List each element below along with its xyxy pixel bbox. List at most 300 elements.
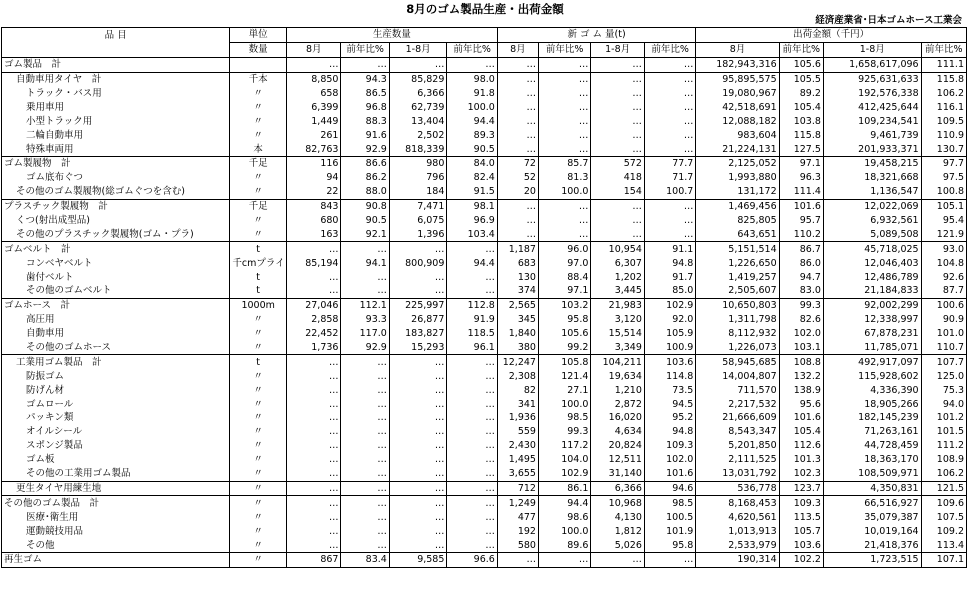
value-cell: 9,461,739 xyxy=(823,128,921,142)
value-cell: 27.1 xyxy=(538,383,590,397)
value-cell: … xyxy=(389,284,447,298)
value-cell: 94.8 xyxy=(644,256,695,270)
value-cell: 100.5 xyxy=(644,510,695,524)
value-cell: … xyxy=(644,214,695,228)
value-cell: 99.3 xyxy=(779,298,823,312)
value-cell: 10,019,164 xyxy=(823,524,921,538)
unit-cell: 〃 xyxy=(230,369,287,383)
table-row xyxy=(2,199,967,213)
value-cell: … xyxy=(644,57,695,72)
value-cell: 106.2 xyxy=(921,467,966,481)
value-cell: 86.2 xyxy=(341,171,389,185)
item-header: 品 目 xyxy=(2,28,230,43)
unit-cell: 千本 xyxy=(230,72,287,86)
value-cell: 15,293 xyxy=(389,341,447,355)
value-cell: 95.8 xyxy=(538,313,590,327)
value-cell: … xyxy=(447,355,497,369)
item-name: ゴムホース 計 xyxy=(2,298,230,312)
item-name: トラック・バス用 xyxy=(2,87,230,101)
value-cell: 97.7 xyxy=(921,157,966,171)
value-cell: 109.3 xyxy=(779,496,823,510)
unit-cell: 〃 xyxy=(230,100,287,114)
value-cell: 1,936 xyxy=(497,411,538,425)
table-row xyxy=(2,439,967,453)
value-cell: 8,112,932 xyxy=(696,327,779,341)
value-cell: … xyxy=(286,355,341,369)
value-cell: … xyxy=(286,538,341,552)
quantity-header: 数量 xyxy=(230,42,287,57)
value-cell: … xyxy=(389,496,447,510)
value-cell: … xyxy=(591,100,644,114)
unit-cell: 〃 xyxy=(230,87,287,101)
value-cell: 1,419,257 xyxy=(696,270,779,284)
value-cell: 2,217,532 xyxy=(696,397,779,411)
value-cell: 4,336,390 xyxy=(823,383,921,397)
value-cell: 94.5 xyxy=(644,397,695,411)
value-cell: … xyxy=(644,72,695,86)
value-cell: 825,805 xyxy=(696,214,779,228)
value-cell: 94.1 xyxy=(341,256,389,270)
value-cell: … xyxy=(591,214,644,228)
table-row xyxy=(2,411,967,425)
value-cell: 4,350,831 xyxy=(823,481,921,496)
value-cell: 99.2 xyxy=(538,341,590,355)
value-cell: 4,634 xyxy=(591,425,644,439)
value-cell: … xyxy=(389,411,447,425)
value-cell: … xyxy=(538,87,590,101)
value-cell: 102.0 xyxy=(644,453,695,467)
value-cell: … xyxy=(591,142,644,156)
value-cell: 84.0 xyxy=(447,157,497,171)
value-cell: … xyxy=(341,383,389,397)
value-cell: … xyxy=(591,72,644,86)
value-cell: 680 xyxy=(286,214,341,228)
value-cell: 98.5 xyxy=(538,411,590,425)
value-cell: … xyxy=(286,524,341,538)
value-cell: 225,997 xyxy=(389,298,447,312)
value-cell: 105.1 xyxy=(921,199,966,213)
value-cell: … xyxy=(538,128,590,142)
value-cell: 58,945,685 xyxy=(696,355,779,369)
header-row-2 xyxy=(2,42,967,57)
value-cell: 154 xyxy=(591,185,644,199)
value-cell: … xyxy=(644,199,695,213)
value-cell: 16,020 xyxy=(591,411,644,425)
value-cell: 2,858 xyxy=(286,313,341,327)
value-cell: 109.2 xyxy=(921,524,966,538)
value-cell: 52 xyxy=(497,171,538,185)
value-cell: 112.6 xyxy=(779,439,823,453)
value-cell: 101.5 xyxy=(921,425,966,439)
value-cell: 10,650,803 xyxy=(696,298,779,312)
value-cell: 105.6 xyxy=(538,327,590,341)
table-row xyxy=(2,87,967,101)
value-cell: 103.6 xyxy=(644,355,695,369)
value-cell: 12,247 xyxy=(497,355,538,369)
table-row xyxy=(2,397,967,411)
value-cell: 94.6 xyxy=(644,481,695,496)
value-cell: 91.1 xyxy=(644,242,695,256)
table-row xyxy=(2,284,967,298)
value-cell: 121.5 xyxy=(921,481,966,496)
unit-cell: 〃 xyxy=(230,114,287,128)
value-cell: … xyxy=(644,142,695,156)
value-cell: 100.0 xyxy=(538,397,590,411)
value-cell: 35,079,387 xyxy=(823,510,921,524)
value-cell: 73.5 xyxy=(644,383,695,397)
item-name: 自動車用 xyxy=(2,327,230,341)
group-header-shipment: 出荷金額（千円） xyxy=(696,28,967,43)
value-cell: 112.8 xyxy=(447,298,497,312)
value-cell: … xyxy=(538,57,590,72)
value-cell: … xyxy=(497,128,538,142)
value-cell: 12,022,069 xyxy=(823,199,921,213)
value-cell: 44,728,459 xyxy=(823,439,921,453)
value-cell: … xyxy=(389,510,447,524)
value-cell: 96.1 xyxy=(447,341,497,355)
value-cell: 86.1 xyxy=(538,481,590,496)
unit-cell: 〃 xyxy=(230,524,287,538)
value-cell: 72 xyxy=(497,157,538,171)
value-cell: 115,928,602 xyxy=(823,369,921,383)
value-cell: … xyxy=(497,100,538,114)
unit-cell: 〃 xyxy=(230,510,287,524)
value-cell: 261 xyxy=(286,128,341,142)
value-cell: … xyxy=(644,552,695,567)
value-cell: … xyxy=(447,439,497,453)
table-row xyxy=(2,256,967,270)
value-cell: 98.1 xyxy=(447,199,497,213)
value-cell: 1,469,456 xyxy=(696,199,779,213)
value-cell: 103.2 xyxy=(538,298,590,312)
value-cell: 89.3 xyxy=(447,128,497,142)
value-cell: 492,917,097 xyxy=(823,355,921,369)
value-cell: 2,502 xyxy=(389,128,447,142)
col-header: 1-8月 xyxy=(389,42,447,57)
value-cell: 127.5 xyxy=(779,142,823,156)
value-cell: … xyxy=(644,87,695,101)
value-cell: 104.8 xyxy=(921,256,966,270)
value-cell: 89.2 xyxy=(779,87,823,101)
value-cell: … xyxy=(591,227,644,241)
unit-cell: t xyxy=(230,355,287,369)
unit-cell: 〃 xyxy=(230,467,287,481)
item-name: パッキン類 xyxy=(2,411,230,425)
value-cell: 118.5 xyxy=(447,327,497,341)
value-cell: 105.5 xyxy=(779,72,823,86)
value-cell: … xyxy=(538,552,590,567)
value-cell: 109,234,541 xyxy=(823,114,921,128)
value-cell: 536,778 xyxy=(696,481,779,496)
value-cell: … xyxy=(286,57,341,72)
value-cell: 192,576,338 xyxy=(823,87,921,101)
table-row xyxy=(2,214,967,228)
value-cell: 7,471 xyxy=(389,199,447,213)
value-cell: 1,136,547 xyxy=(823,185,921,199)
unit-cell: t xyxy=(230,270,287,284)
value-cell: 95.2 xyxy=(644,411,695,425)
table-row xyxy=(2,425,967,439)
item-name: その他のゴムベルト xyxy=(2,284,230,298)
unit-cell: 〃 xyxy=(230,481,287,496)
value-cell: 116.1 xyxy=(921,100,966,114)
value-cell: 111.1 xyxy=(921,57,966,72)
value-cell: 107.7 xyxy=(921,355,966,369)
value-cell: … xyxy=(591,552,644,567)
table-row xyxy=(2,114,967,128)
value-cell: … xyxy=(286,453,341,467)
value-cell: 201,933,371 xyxy=(823,142,921,156)
value-cell: 100.0 xyxy=(538,185,590,199)
item-name: プラスチック製履物 計 xyxy=(2,199,230,213)
value-cell: 94 xyxy=(286,171,341,185)
table-row xyxy=(2,327,967,341)
value-cell: 109.5 xyxy=(921,114,966,128)
value-cell: 106.2 xyxy=(921,87,966,101)
value-cell: … xyxy=(341,369,389,383)
value-cell: … xyxy=(447,467,497,481)
unit-cell: 〃 xyxy=(230,128,287,142)
value-cell: 5,026 xyxy=(591,538,644,552)
value-cell: 101.3 xyxy=(779,453,823,467)
value-cell: 62,739 xyxy=(389,100,447,114)
value-cell: 843 xyxy=(286,199,341,213)
value-cell: 19,458,215 xyxy=(823,157,921,171)
value-cell: 98.0 xyxy=(447,72,497,86)
value-cell: … xyxy=(497,87,538,101)
header-row-1 xyxy=(2,28,967,43)
value-cell: 6,399 xyxy=(286,100,341,114)
value-cell: 18,321,668 xyxy=(823,171,921,185)
production-table xyxy=(1,27,967,568)
item-name: 高圧用 xyxy=(2,313,230,327)
value-cell: 82,763 xyxy=(286,142,341,156)
value-cell: … xyxy=(286,284,341,298)
value-cell: 18,363,170 xyxy=(823,453,921,467)
value-cell: … xyxy=(497,57,538,72)
value-cell: 101.6 xyxy=(779,411,823,425)
value-cell: 15,514 xyxy=(591,327,644,341)
value-cell: … xyxy=(447,369,497,383)
value-cell: 13,404 xyxy=(389,114,447,128)
value-cell: 102.9 xyxy=(538,467,590,481)
col-header: 1-8月 xyxy=(823,42,921,57)
table-row xyxy=(2,227,967,241)
item-name: 歯付ベルト xyxy=(2,270,230,284)
item-name: コンベヤベルト xyxy=(2,256,230,270)
value-cell: 21,184,833 xyxy=(823,284,921,298)
table-row xyxy=(2,100,967,114)
value-cell: 163 xyxy=(286,227,341,241)
value-cell: … xyxy=(341,270,389,284)
value-cell: 96.9 xyxy=(447,214,497,228)
value-cell: 101.6 xyxy=(779,199,823,213)
item-name: 更生タイヤ用練生地 xyxy=(2,481,230,496)
value-cell: … xyxy=(286,397,341,411)
value-cell: 102.9 xyxy=(644,298,695,312)
item-name: ゴム製履物 計 xyxy=(2,157,230,171)
value-cell: … xyxy=(591,199,644,213)
value-cell: 113.4 xyxy=(921,538,966,552)
item-name: 防振ゴム xyxy=(2,369,230,383)
item-name: 自動車用タイヤ 計 xyxy=(2,72,230,86)
value-cell: … xyxy=(389,481,447,496)
value-cell: 103.1 xyxy=(779,341,823,355)
value-cell: 66,516,927 xyxy=(823,496,921,510)
value-cell: 12,511 xyxy=(591,453,644,467)
value-cell: 115.8 xyxy=(779,128,823,142)
value-cell: 100.0 xyxy=(538,524,590,538)
value-cell: … xyxy=(447,284,497,298)
value-cell: 182,943,316 xyxy=(696,57,779,72)
value-cell: 71.7 xyxy=(644,171,695,185)
value-cell: … xyxy=(644,227,695,241)
value-cell: 8,168,453 xyxy=(696,496,779,510)
value-cell: 6,366 xyxy=(591,481,644,496)
item-name: ゴムベルト 計 xyxy=(2,242,230,256)
value-cell: 1,396 xyxy=(389,227,447,241)
value-cell: 109.3 xyxy=(644,439,695,453)
value-cell: 192 xyxy=(497,524,538,538)
value-cell: 94.7 xyxy=(779,270,823,284)
value-cell: 2,872 xyxy=(591,397,644,411)
value-cell: 182,145,239 xyxy=(823,411,921,425)
value-cell: 2,505,607 xyxy=(696,284,779,298)
value-cell: 94.4 xyxy=(447,114,497,128)
value-cell: … xyxy=(341,453,389,467)
unit-cell: 〃 xyxy=(230,383,287,397)
value-cell: 580 xyxy=(497,538,538,552)
value-cell: … xyxy=(389,383,447,397)
item-name: その他 xyxy=(2,538,230,552)
value-cell: 108,509,971 xyxy=(823,467,921,481)
value-cell: 112.1 xyxy=(341,298,389,312)
value-cell: … xyxy=(389,270,447,284)
value-cell: 5,151,514 xyxy=(696,242,779,256)
value-cell: 83.0 xyxy=(779,284,823,298)
value-cell: 3,349 xyxy=(591,341,644,355)
value-cell: 77.7 xyxy=(644,157,695,171)
value-cell: 6,307 xyxy=(591,256,644,270)
value-cell: … xyxy=(341,242,389,256)
value-cell: 818,339 xyxy=(389,142,447,156)
value-cell: 5,201,850 xyxy=(696,439,779,453)
value-cell: 103.6 xyxy=(779,538,823,552)
value-cell: … xyxy=(286,467,341,481)
value-cell: 683 xyxy=(497,256,538,270)
value-cell: 345 xyxy=(497,313,538,327)
value-cell: 1,013,913 xyxy=(696,524,779,538)
value-cell: 81.3 xyxy=(538,171,590,185)
value-cell: 83.4 xyxy=(341,552,389,567)
unit-cell: 〃 xyxy=(230,327,287,341)
value-cell: 130 xyxy=(497,270,538,284)
value-cell: 97.0 xyxy=(538,256,590,270)
value-cell: 121.9 xyxy=(921,227,966,241)
value-cell: 89.6 xyxy=(538,538,590,552)
value-cell: … xyxy=(341,524,389,538)
table-row xyxy=(2,538,967,552)
value-cell: 86.7 xyxy=(779,242,823,256)
value-cell: 3,655 xyxy=(497,467,538,481)
value-cell: 3,445 xyxy=(591,284,644,298)
table-row xyxy=(2,369,967,383)
value-cell: 13,031,792 xyxy=(696,467,779,481)
item-name: スポンジ製品 xyxy=(2,439,230,453)
value-cell: 2,111,525 xyxy=(696,453,779,467)
value-cell: 88.3 xyxy=(341,114,389,128)
table-row xyxy=(2,157,967,171)
item-name: 二輪自動車用 xyxy=(2,128,230,142)
value-cell: 101.2 xyxy=(921,411,966,425)
value-cell: 1,226,073 xyxy=(696,341,779,355)
table-row xyxy=(2,524,967,538)
value-cell: 800,909 xyxy=(389,256,447,270)
value-cell: 572 xyxy=(591,157,644,171)
value-cell: … xyxy=(447,242,497,256)
value-cell: 99.3 xyxy=(538,425,590,439)
value-cell: … xyxy=(341,57,389,72)
value-cell: 94.4 xyxy=(538,496,590,510)
value-cell: 45,718,025 xyxy=(823,242,921,256)
value-cell: 67,878,231 xyxy=(823,327,921,341)
value-cell: 27,046 xyxy=(286,298,341,312)
value-cell: 22,452 xyxy=(286,327,341,341)
value-cell: 94.4 xyxy=(447,256,497,270)
value-cell: … xyxy=(389,524,447,538)
value-cell: 2,430 xyxy=(497,439,538,453)
value-cell: … xyxy=(286,383,341,397)
col-header: 前年比% xyxy=(644,42,695,57)
value-cell: 85,194 xyxy=(286,256,341,270)
value-cell: 418 xyxy=(591,171,644,185)
value-cell: … xyxy=(447,57,497,72)
value-cell: … xyxy=(447,270,497,284)
item-name: ゴム底布ぐつ xyxy=(2,171,230,185)
value-cell: … xyxy=(591,114,644,128)
value-cell: 10,968 xyxy=(591,496,644,510)
col-header: 8月 xyxy=(286,42,341,57)
value-cell: 92,002,299 xyxy=(823,298,921,312)
value-cell: … xyxy=(497,142,538,156)
value-cell: 110.7 xyxy=(921,341,966,355)
value-cell: … xyxy=(447,425,497,439)
value-cell: … xyxy=(497,214,538,228)
value-cell: 11,785,071 xyxy=(823,341,921,355)
value-cell: … xyxy=(341,425,389,439)
value-cell: 1,202 xyxy=(591,270,644,284)
value-cell: 100.9 xyxy=(644,341,695,355)
value-cell: … xyxy=(389,355,447,369)
value-cell: … xyxy=(286,425,341,439)
value-cell: 1,736 xyxy=(286,341,341,355)
source-label: 経済産業省･日本ゴムホース工業会 xyxy=(815,15,962,26)
value-cell: … xyxy=(286,496,341,510)
table-row xyxy=(2,171,967,185)
value-cell: 86.5 xyxy=(341,87,389,101)
col-header: 8月 xyxy=(497,42,538,57)
value-cell: 92.6 xyxy=(921,270,966,284)
unit-cell: t xyxy=(230,242,287,256)
value-cell: … xyxy=(341,538,389,552)
table-row xyxy=(2,552,967,567)
value-cell: 477 xyxy=(497,510,538,524)
value-cell: … xyxy=(591,128,644,142)
value-cell: 98.5 xyxy=(644,496,695,510)
value-cell: 6,366 xyxy=(389,87,447,101)
value-cell: 102.3 xyxy=(779,467,823,481)
value-cell: 2,308 xyxy=(497,369,538,383)
